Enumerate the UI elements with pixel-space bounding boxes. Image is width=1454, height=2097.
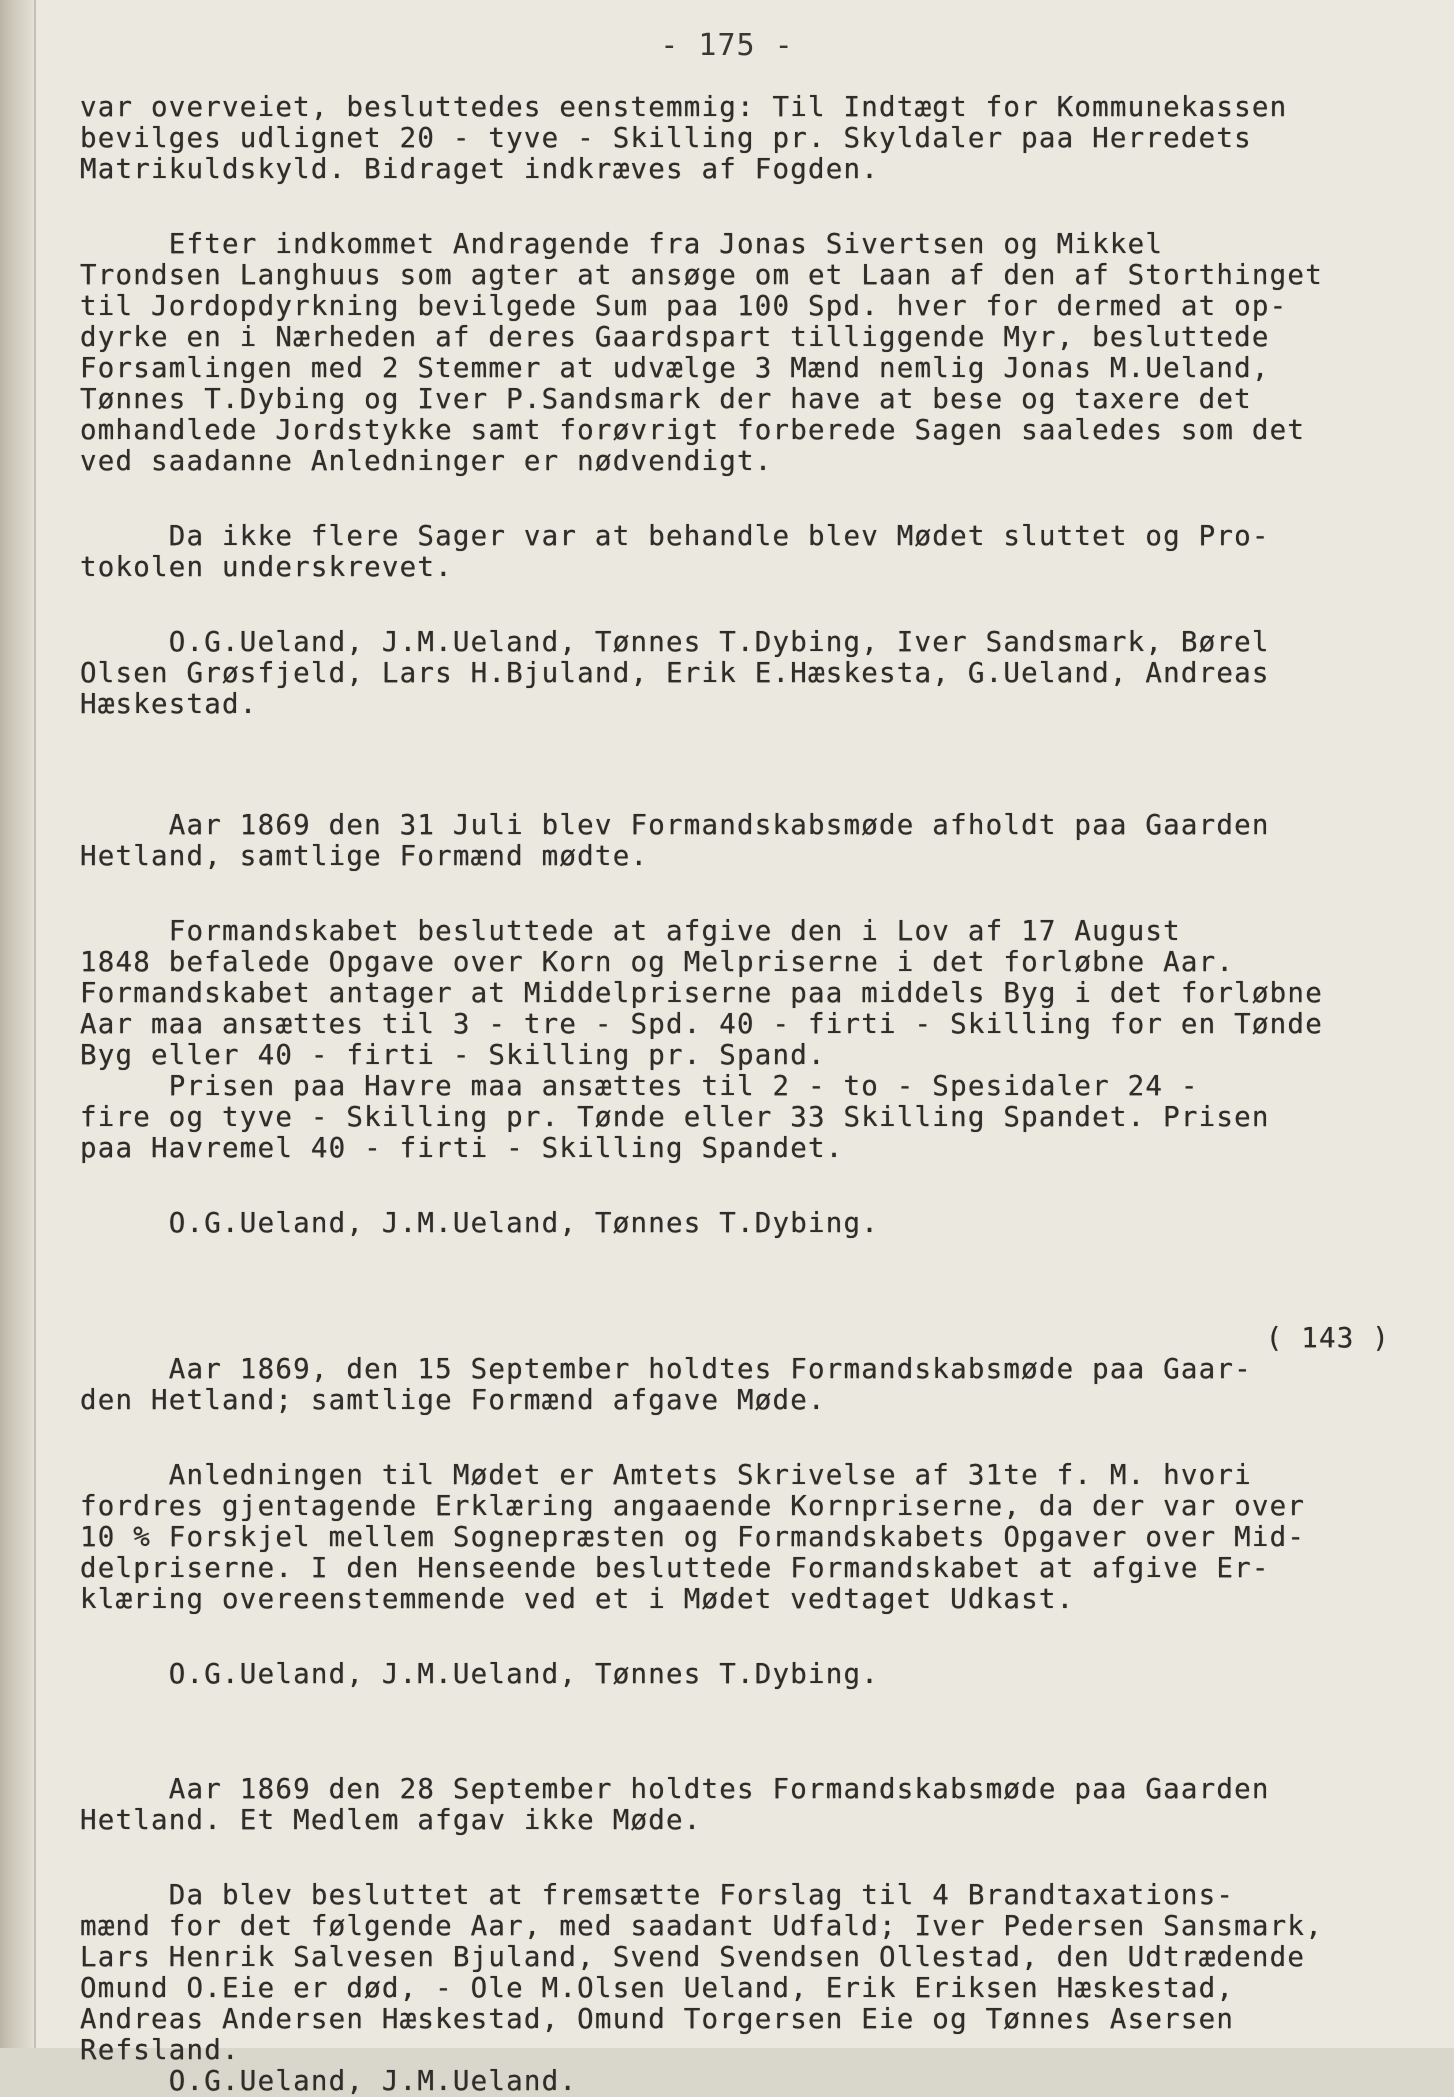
text-line: Forsamlingen med 2 Stemmer at udvælge 3 Mænd nemlig Jonas M.Ueland, — [80, 352, 1270, 384]
text-line: O.G.Ueland, J.M.Ueland, Tønnes T.Dybing, Iver Sandsmark, Børel — [80, 626, 1270, 658]
text-line: Hæskestad. — [80, 688, 258, 720]
text-line: fire og tyve - Skilling pr. Tønde eller 33 Skilling Spandet. Prisen — [80, 1101, 1270, 1133]
text-line: Aar maa ansættes til 3 - tre - Spd. 40 - firti - Skilling for en Tønde — [80, 1008, 1323, 1040]
text-line: delpriserne. I den Henseende besluttede Formandskabet at afgive Er- — [80, 1552, 1270, 1584]
text-line: 10 % Forskjel mellem Sognepræsten og Formandskabets Opgaver over Mid- — [80, 1521, 1306, 1553]
text-line: Matrikuldskyld. Bidraget indkræves af Fogden. — [80, 153, 880, 185]
text-line: Hetland, samtlige Formænd mødte. — [80, 840, 649, 872]
text-line: paa Havremel 40 - firti - Skilling Spandet. — [80, 1132, 844, 1164]
text-line: Anledningen til Mødet er Amtets Skrivelse af 31te f. M. hvori — [80, 1459, 1252, 1491]
text-line: fordres gjentagende Erklæring angaaende Kornpriserne, da der var over — [80, 1490, 1306, 1522]
paragraph-fire-assessors — [80, 1880, 1420, 2097]
text-line: var overveiet, besluttedes eenstemmig: Til Indtægt for Kommunekassen — [80, 91, 1288, 123]
text-line: mænd for det følgende Aar, med saadant Udfald; Iver Pedersen Sansmark, — [80, 1910, 1323, 1942]
text-line: den Hetland; samtlige Formænd afgave Møde. — [80, 1384, 826, 1416]
paragraph-signatures-2 — [80, 1208, 1420, 1239]
binding-edge-line — [34, 0, 36, 2048]
text-line: Andreas Andersen Hæskestad, Omund Torgersen Eie og Tønnes Asersen — [80, 2003, 1235, 2035]
text-line: 1848 befalede Opgave over Korn og Melpriserne i det forløbne Aar. — [80, 946, 1235, 978]
text-line: O.G.Ueland, J.M.Ueland, Tønnes T.Dybing. — [80, 1207, 880, 1239]
paragraph-meeting-closed — [80, 521, 1420, 583]
text-line: tokolen underskrevet. — [80, 551, 453, 583]
text-line: omhandlede Jordstykke samt forøvrigt forberede Sagen saaledes som det — [80, 414, 1306, 446]
text-line: ved saadanne Anledninger er nødvendigt. — [80, 445, 773, 477]
text-line: Omund O.Eie er død, - Ole M.Olsen Ueland, Erik Eriksen Hæskestad, — [80, 1972, 1235, 2004]
text-line: Lars Henrik Salvesen Bjuland, Svend Svendsen Ollestad, den Udtrædende — [80, 1941, 1306, 1973]
paragraph-signatures-3 — [80, 1659, 1420, 1690]
text-line: Aar 1869 den 31 Juli blev Formandskabsmøde afholdt paa Gaarden — [80, 809, 1270, 841]
paragraph-meeting-sept-28 — [80, 1774, 1420, 1836]
text-line: til Jordopdyrkning bevilgede Sum paa 100 Spd. hver for dermed at op- — [80, 290, 1288, 322]
binding-edge — [0, 0, 34, 2048]
paragraph-land-loan — [80, 229, 1420, 477]
paragraph-meeting-sept-15 — [80, 1323, 1420, 1416]
text-line: Formandskabet besluttede at afgive den i Lov af 17 August — [80, 915, 1181, 947]
text-line: Prisen paa Havre maa ansættes til 2 - to - Spesidaler 24 - — [80, 1070, 1199, 1102]
text-line: Efter indkommet Andragende fra Jonas Sivertsen og Mikkel — [80, 228, 1164, 260]
text-line: bevilges udlignet 20 - tyve - Skilling pr. Skyldaler paa Herredets — [80, 122, 1252, 154]
text-line: Aar 1869 den 28 September holdtes Formandskabsmøde paa Gaarden — [80, 1773, 1270, 1805]
paragraph-grain-prices — [80, 916, 1420, 1164]
text-line: Refsland. — [80, 2034, 240, 2066]
text-line: Byg eller 40 - firti - Skilling pr. Spand. — [80, 1039, 826, 1071]
text-line: dyrke en i Nærheden af deres Gaardspart tilliggende Myr, besluttede — [80, 321, 1270, 353]
paragraph-signatures-1 — [80, 627, 1420, 720]
text-line: Trondsen Langhuus som agter at ansøge om et Laan af den af Storthinget — [80, 259, 1323, 291]
text-line: Tønnes T.Dybing og Iver P.Sandsmark der have at bese og taxere det — [80, 383, 1252, 415]
text-line: O.G.Ueland, J.M.Ueland, Tønnes T.Dybing. — [80, 1658, 880, 1690]
text-line: Olsen Grøsfjeld, Lars H.Bjuland, Erik E.Hæskesta, G.Ueland, Andreas — [80, 657, 1270, 689]
text-line: Hetland. Et Medlem afgav ikke Møde. — [80, 1804, 702, 1836]
page-number: - 175 - — [660, 28, 794, 63]
reference-number: ( 143 ) — [1265, 1322, 1390, 1354]
paragraph-meeting-july-31 — [80, 810, 1420, 872]
text-line: O.G.Ueland, J.M.Ueland. — [80, 2065, 578, 2097]
paragraph-budget-resolution — [80, 92, 1420, 185]
text-line: Da ikke flere Sager var at behandle blev Mødet sluttet og Pro- — [80, 520, 1270, 552]
paragraph-amt-letter — [80, 1460, 1420, 1615]
text-line: klæring overeenstemmende ved et i Mødet vedtaget Udkast. — [80, 1583, 1075, 1615]
text-line: Formandskabet antager at Middelpriserne paa middels Byg i det forløbne — [80, 977, 1323, 1009]
document-body — [80, 92, 1420, 2097]
text-line: Aar 1869, den 15 September holdtes Formandskabsmøde paa Gaar- — [80, 1353, 1252, 1385]
text-line: Da blev besluttet at fremsætte Forslag til 4 Brandtaxations- — [80, 1879, 1235, 1911]
